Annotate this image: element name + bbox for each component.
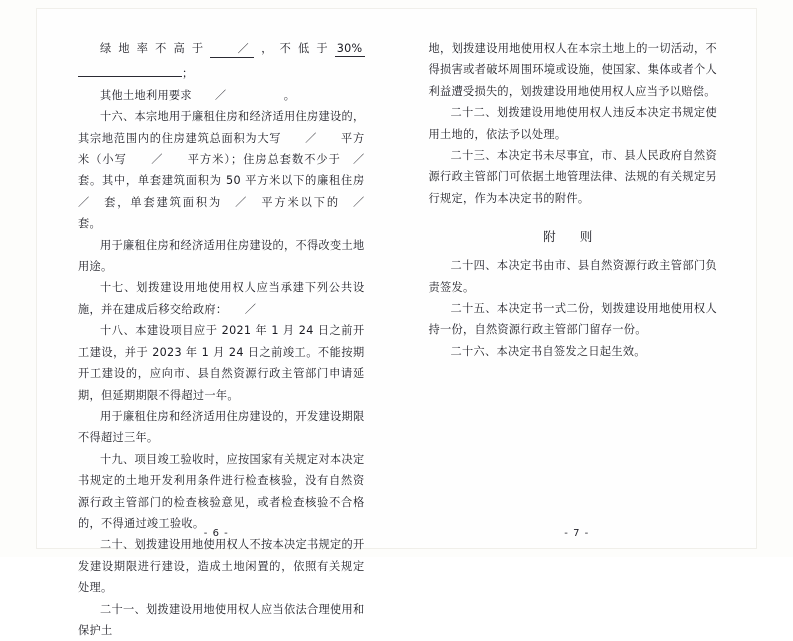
paragraph-article-16-note: 用于廉租住房和经济适用住房建设的，不得改变土地用途。 — [78, 238, 365, 274]
green-ratio-prefix: 绿地率不高于 — [100, 42, 211, 55]
paragraph-article-20: 二十、划拨建设用地使用权人不按本决定书规定的开发建设期限进行建设，造成土地闲置的，依照有关规定处理。 — [78, 538, 365, 595]
green-ratio-value: 30% — [336, 42, 363, 55]
scanned-document-image — [36, 8, 757, 637]
section-heading-appendix: 附 则 — [543, 229, 603, 245]
paragraph-article-25: 二十五、本决定书一式二份，划拨建设用地使用权人持一份，自然资源行政主管部门留存一份。 — [428, 302, 717, 337]
green-ratio-blank-1: ／ — [210, 40, 254, 58]
paragraph-article-21: 二十一、划拨建设用地使用权人应当依法合理使用和保护土 — [78, 602, 365, 637]
green-ratio-mid: ，不低于 — [254, 42, 335, 55]
green-ratio-suffix: ； — [182, 67, 194, 81]
right-page-number: - 7 - — [564, 528, 590, 539]
paragraph-article-22: 二十二、划拨建设用地使用权人违反本决定书规定使用土地的，依法予以处理。 — [428, 106, 717, 141]
left-page-number: - 6 - — [203, 528, 229, 539]
paragraph-article-26: 二十六、本决定书自签发之日起生效。 — [450, 344, 646, 358]
paragraph-article-24: 二十四、本决定书由市、县自然资源行政主管部门负责签发。 — [428, 259, 717, 294]
paragraph-article-21-continued: 地，划拨建设用地使用权人在本宗土地上的一切活动，不得损害或者破坏周围环境或设施，使国家、集体或者个人利益遭受损失的，划拨建设用地使用权人应当予以赔偿。 — [428, 42, 717, 98]
paragraph-green-ratio — [78, 38, 365, 85]
paragraph-article-16: 十六、本宗地用于廉租住房和经济适用住房建设的，其宗地范围内的住房建筑总面积为大写 ／ 平方米（小写 ／ 平方米）；住房总套数不少于 ／ 套。其中，单套建筑面积为 50 平方米以下的廉租住房 ／ 套，单套建筑面积为 ／ 平方米以下的 ／ 套。 — [78, 110, 376, 231]
paragraph-article-17: 十七、划拨建设用地使用权人应当承建下列公共设施，并在建成后移交给政府： ／ — [78, 281, 365, 316]
left-page — [36, 8, 397, 637]
two-page-spread — [36, 8, 757, 637]
paragraph-article-23: 二十三、本决定书未尽事宜，市、县人民政府自然资源行政主管部门可依据土地管理法律、法规的有关规定另行规定，作为本决定书的附件。 — [428, 149, 717, 205]
paragraph-other-land-use: 其他土地利用要求 ／ 。 — [100, 88, 296, 102]
paragraph-article-19: 十九、项目竣工验收时，应按国家有关规定对本决定书规定的土地开发利用条件进行检查核验，没有自然资源行政主管部门的检查核验意见，或者检查核验不合格的，不得通过竣工验收。 — [78, 452, 365, 530]
green-ratio-blank-2 — [78, 59, 182, 77]
paragraph-article-18: 十八、本建设项目应于 2021 年 1 月 24 日之前开工建设，并于 2023 年 1 月 24 日之前竣工。不能按期开工建设的，应向市、县自然资源行政主管部门申请延期，但延期期限不得超过一年。 — [78, 324, 365, 402]
paragraph-article-18-note: 用于廉租住房和经济适用住房建设的，开发建设期限不得超过三年。 — [78, 409, 365, 445]
right-page — [397, 8, 758, 549]
